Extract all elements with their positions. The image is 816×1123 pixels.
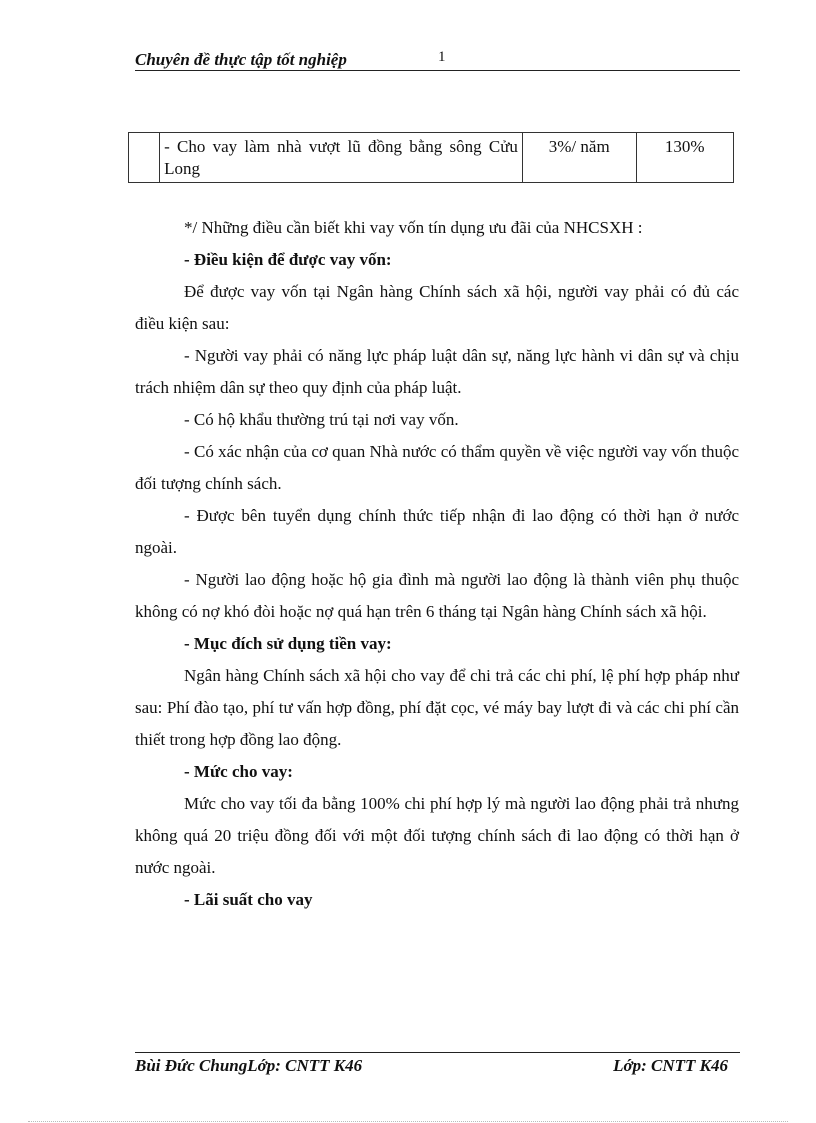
page-number: 1 (438, 49, 446, 65)
intro-paragraph: */ Những điều cần biết khi vay vốn tín dụng ưu đãi của NHCSXH : (184, 218, 643, 237)
table-cell-index (129, 133, 160, 183)
section-heading-purpose: - Mục đích sử dụng tiền vay: (184, 634, 392, 653)
loan-rate-table (128, 132, 734, 183)
paragraph: - Có hộ khẩu thường trú tại nơi vay vốn. (184, 410, 459, 429)
paragraph: - Người vay phải có năng lực pháp luật dân sự, năng lực hành vi dân sự và chịu trách nhiệm dân sự theo quy định của pháp luật. (135, 346, 739, 397)
paragraph: - Người lao động hoặc hộ gia đình mà người lao động là thành viên phụ thuộc không có nợ khó đòi hoặc nợ quá hạn trên 6 tháng tại Ngân hàng Chính sách xã hội. (135, 570, 739, 621)
page-edge-divider (28, 1121, 788, 1122)
paragraph: Để được vay vốn tại Ngân hàng Chính sách xã hội, người vay phải có đủ các điều kiện sau: (135, 282, 739, 333)
paragraph: - Được bên tuyển dụng chính thức tiếp nhận đi lao động có thời hạn ở nước ngoài. (135, 506, 739, 557)
table-cell-limit: 130% (636, 133, 734, 183)
table-row (129, 133, 734, 183)
paragraph: Mức cho vay tối đa bằng 100% chi phí hợp lý mà người lao động phải trả nhưng không quá 20 triệu đồng đối với một đối tượng chính sách đi lao động có thời hạn ở nước ngoài. (135, 794, 739, 877)
table-cell-rate: 3%/ năm (522, 133, 636, 183)
footer-author: Bùi Đức ChungLớp: CNTT K46 (135, 1056, 363, 1075)
paragraph: - Có xác nhận của cơ quan Nhà nước có thẩm quyền về việc người vay vốn thuộc đối tượng chính sách. (135, 442, 739, 493)
table-cell-description: - Cho vay làm nhà vượt lũ đồng bằng sông Cửu Long (160, 133, 523, 183)
header-title: Chuyên đề thực tập tốt nghiệp (135, 50, 347, 69)
page-footer (135, 1052, 740, 1077)
document-body (135, 212, 739, 916)
section-heading-amount: - Mức cho vay: (184, 762, 293, 781)
section-heading-conditions: - Điều kiện để được vay vốn: (184, 250, 392, 269)
section-heading-interest: - Lãi suất cho vay (184, 890, 313, 909)
paragraph: Ngân hàng Chính sách xã hội cho vay để chi trả các chi phí, lệ phí hợp pháp như sau: Phí đào tạo, phí tư vấn hợp đồng, phí đặt cọc, vé máy bay lượt đi và các chi phí cần thiết trong hợp đồng lao động. (135, 666, 739, 749)
footer-class: Lớp: CNTT K46 (613, 1056, 728, 1075)
page-header (135, 48, 740, 71)
